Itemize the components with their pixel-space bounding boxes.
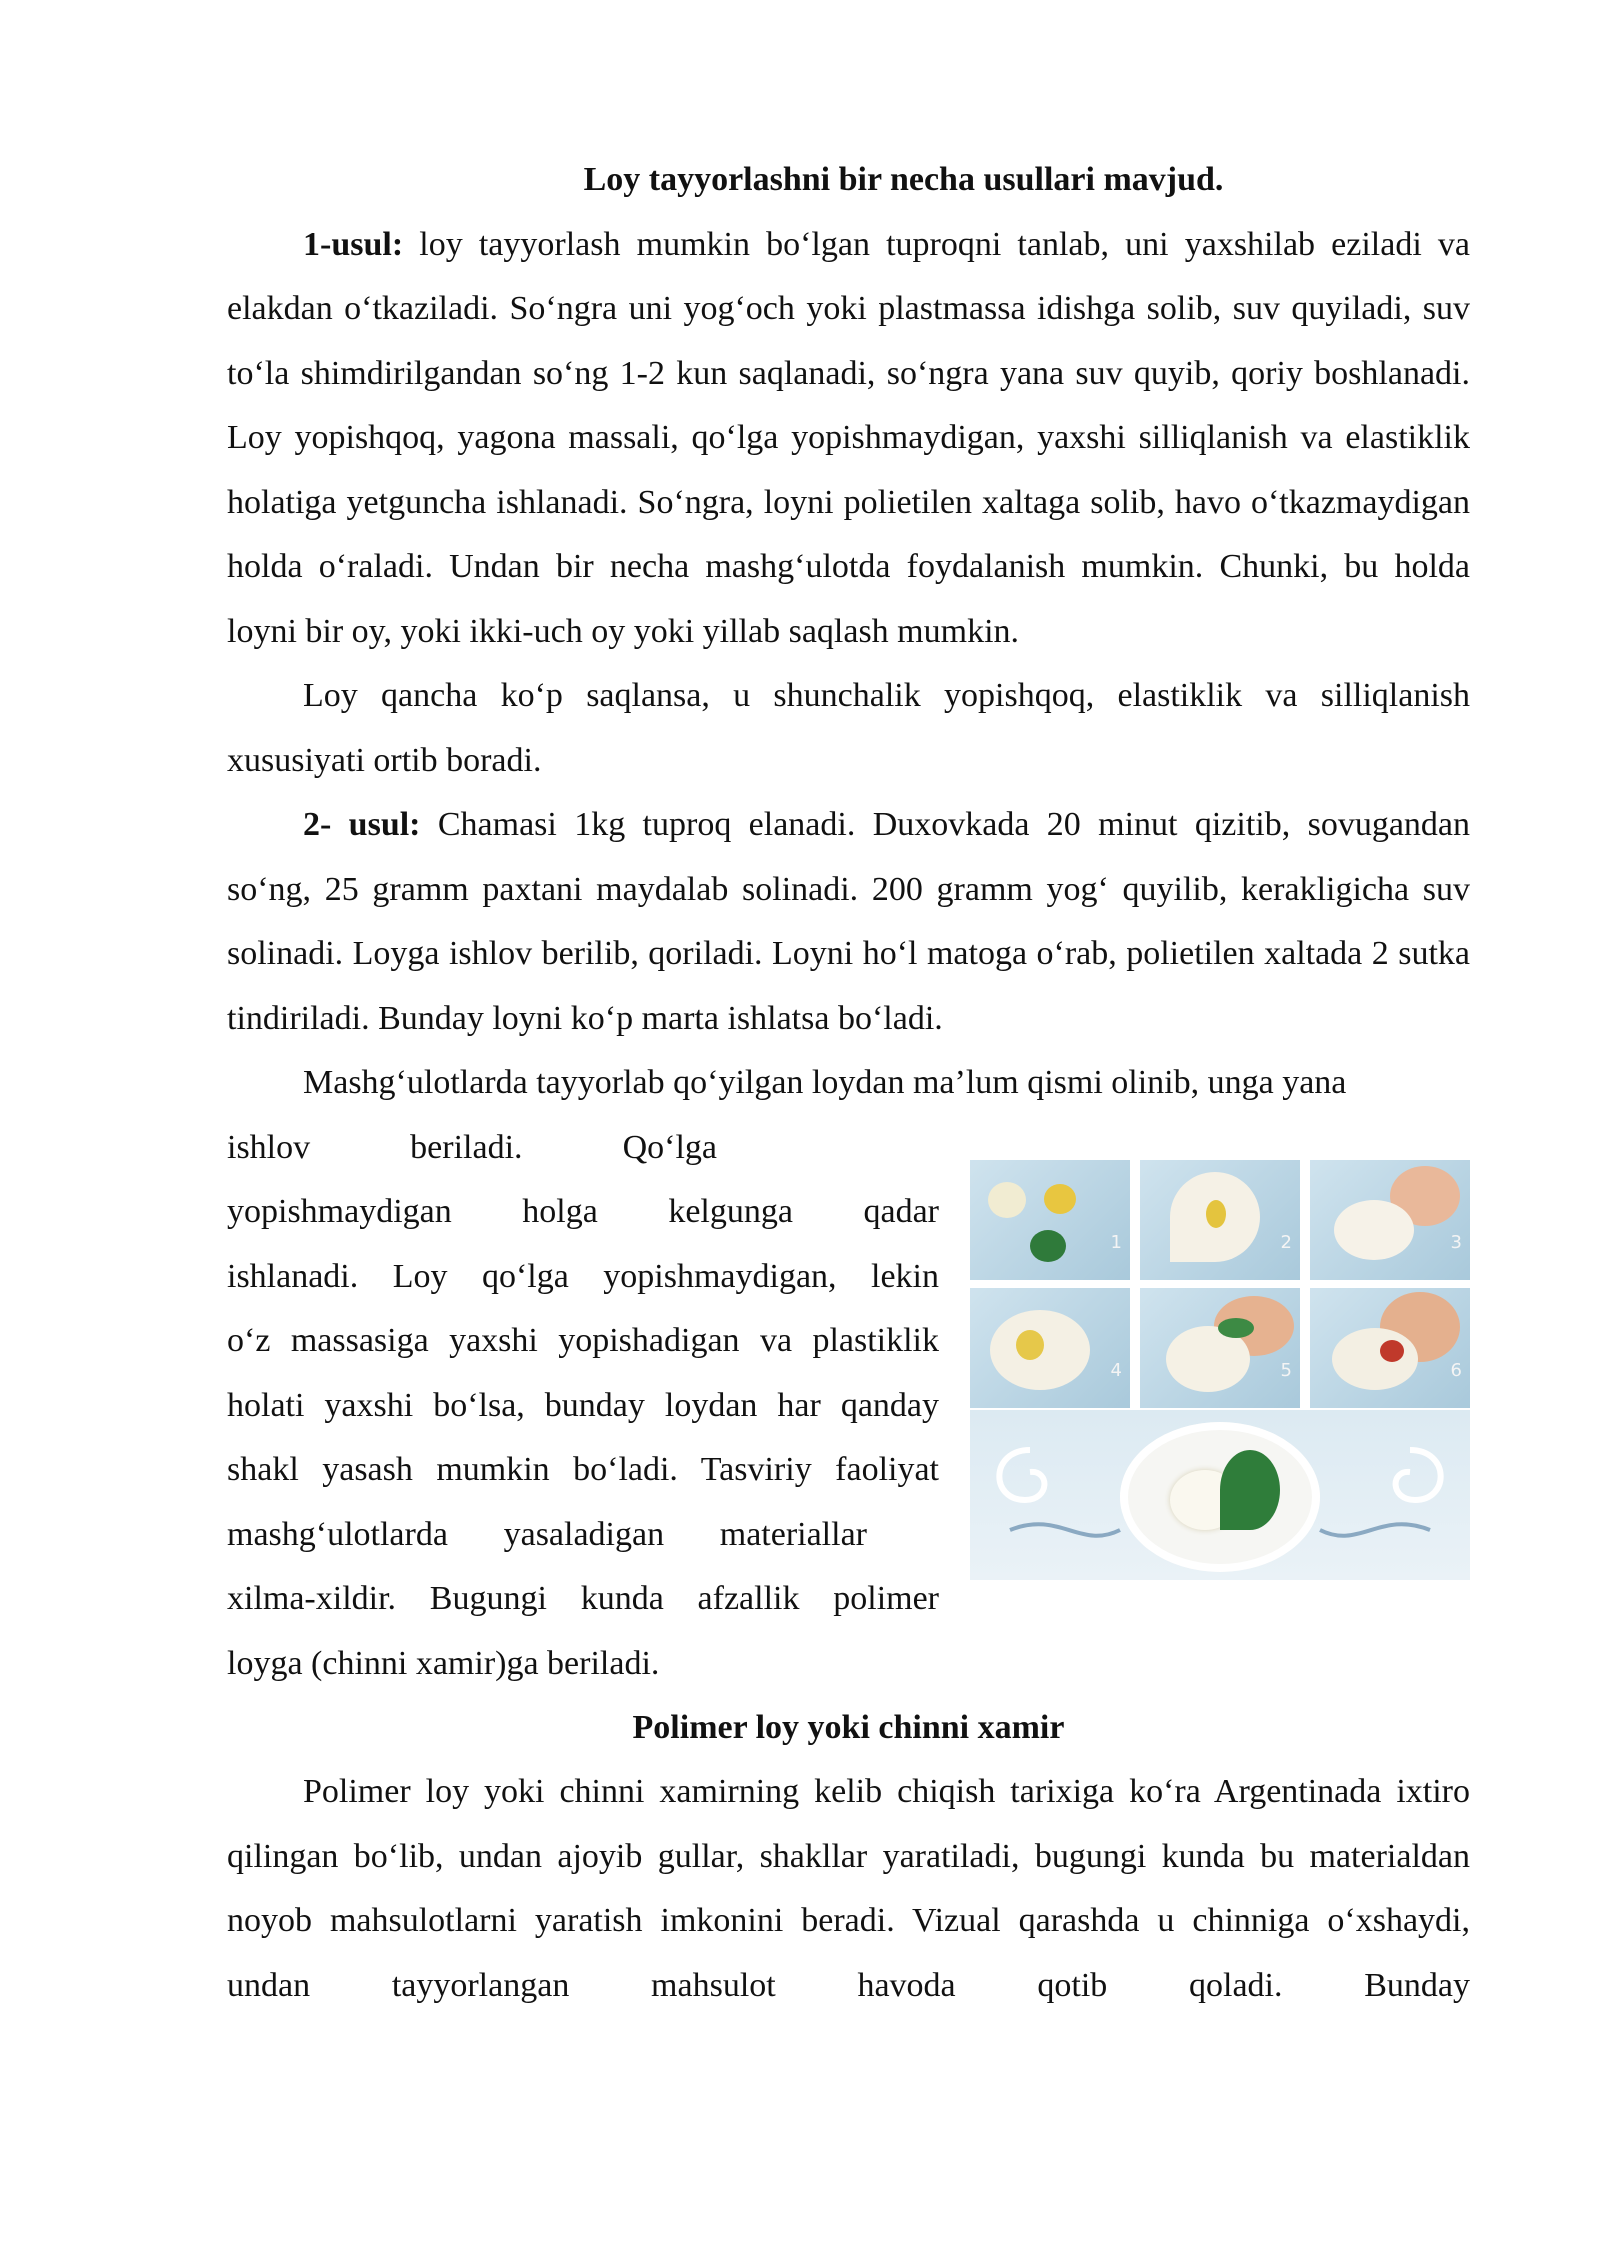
step-number: 4 [1110, 1360, 1122, 1381]
step-photo [970, 1288, 1130, 1408]
wrapped-line: ishlanadi. Loy qo‘lga yopishmaydigan, lekin [227, 1257, 939, 1295]
clay-flower-steps-illustration [970, 1160, 1470, 1580]
section-heading-polymer: Polimer loy yoki chinni xamir [632, 1708, 1065, 1746]
method-2-text: Chamasi 1kg tuproq elanadi. Duxovkada 20 minut qizitib, sovugandan so‘ng, 25 gramm paxtani maydalab solinadi. 200 gramm yog‘ quyilib, kerakligicha suv solinadi. Loyga ishlov berilib, qoriladi. Loyni ho‘l matoga o‘rab, polietilen xaltada 2 sutka tindiriladi. Bunday loyni ko‘p marta ishlatsa bo‘ladi. [227, 806, 1471, 1037]
clay-flower [1332, 1328, 1418, 1390]
step-photo [1310, 1160, 1470, 1280]
wrapped-line: shakl yasash mumkin bo‘ladi. Tasviriy faoliyat [227, 1451, 939, 1488]
step-number: 2 [1280, 1232, 1292, 1253]
wrapped-line: yopishmaydigan holga kelgunga qadar [227, 1193, 939, 1230]
text-with-figure [227, 1116, 1470, 1696]
section-heading: Loy tayyorlashni bir necha usullari mavjud. [583, 161, 1224, 198]
wrapped-line: holati yaxshi bo‘lsa, bunday loydan har qanday [227, 1386, 939, 1424]
page-content [227, 148, 1470, 2018]
step-number: 6 [1450, 1360, 1462, 1381]
paragraph-method-1 [227, 213, 1470, 665]
finished-flower-panel [970, 1410, 1470, 1580]
step-photo [1310, 1288, 1470, 1408]
method-1-text: loy tayyorlash mumkin bo‘lgan tuproqni tanlab, uni yaxshilab eziladi va elakdan o‘tkaziladi. So‘ngra uni yog‘och yoki plastmassa idishga solib, suv quyiladi, suv to‘la shimdirilgandan so‘ng 1-2 kun saqlanadi, so‘ngra yana suv quyib, qoriy boshlanadi. Loy yopishqoq, yagona massali, qo‘lga yopishmaydigan, yaxshi silliqlanish va elastiklik holatiga yetguncha ishlanadi. So‘ngra, loyni polietilen xaltaga solib, havo o‘tkazmaydigan holda o‘raladi. Undan bir necha mashg‘ulotda foydalanish mumkin. Chunki, bu holda loyni bir oy, yoki ikki-uch oy yoki yillab saqlash mumkin. [227, 225, 1470, 650]
step-number: 5 [1280, 1360, 1292, 1381]
step-photo [1140, 1160, 1300, 1280]
clay-ball-green [1030, 1230, 1066, 1262]
step-number: 3 [1450, 1232, 1462, 1253]
paragraph-storage: Loy qancha ko‘p saqlansa, u shunchalik yopishqoq, elastiklik va silliqlanish xususiyati ortib boradi. [227, 677, 1470, 779]
clay-petal [1334, 1200, 1414, 1260]
clay-ball-yellow [1044, 1184, 1076, 1214]
clay-leaf [1218, 1318, 1254, 1338]
wrapped-paragraph [227, 1116, 939, 1697]
finished-clay-leaf [1220, 1450, 1280, 1530]
clay-core [1206, 1200, 1226, 1228]
step-photo [1140, 1288, 1300, 1408]
method-1-label: 1-usul: [303, 225, 404, 263]
step-number: 1 [1110, 1232, 1122, 1253]
wrapped-line: ishlov beriladi. Qo‘lga [227, 1128, 717, 1166]
wrapped-line: loyga (chinni xamir)ga beriladi. [227, 1644, 660, 1682]
paragraph-method-2 [227, 793, 1470, 1051]
clay-ball-white [988, 1182, 1026, 1218]
step-photo [970, 1160, 1130, 1280]
method-2-label: 2- usul: [303, 806, 421, 843]
paragraph-processing-intro: Mashg‘ulotlarda tayyorlab qo‘yilgan loydan ma’lum qismi olinib, unga yana [303, 1064, 1347, 1101]
wrapped-line: mashg‘ulotlarda yasaladigan materiallar [227, 1515, 867, 1553]
clay-core [1016, 1330, 1044, 1360]
paragraph-polymer-clay: Polimer loy yoki chinni xamirning kelib chiqish tarixiga ko‘ra Argentinada ixtiro qilingan bo‘lib, undan ajoyib gullar, shakllar yaratiladi, bugungi kunda bu materialdan noyob mahsulotlarni yaratish imkonini beradi. Vizual qarashda u chinniga o‘xshaydi, undan tayyorlangan mahsulot havoda qotib qoladi. Bunday [227, 1773, 1470, 2004]
wrapped-line: xilma-xildir. Bugungi kunda afzallik polimer [227, 1580, 939, 1617]
clay-accent [1380, 1340, 1404, 1362]
wrapped-line: o‘z massasiga yaxshi yopishadigan va plastiklik [227, 1322, 939, 1359]
